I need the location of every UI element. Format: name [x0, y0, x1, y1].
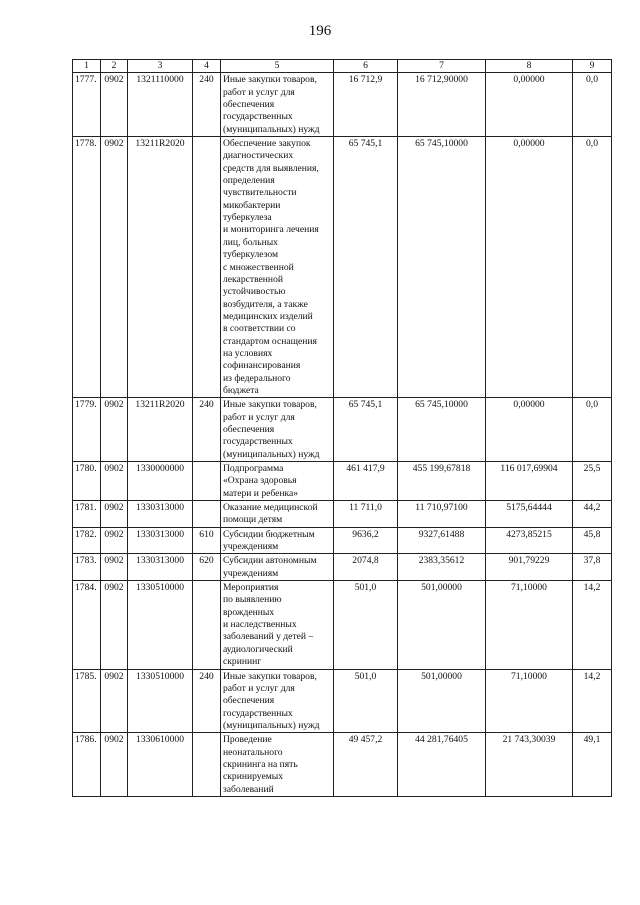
row-number: 1778. [73, 137, 101, 398]
target-code: 13211R2020 [128, 137, 193, 398]
item-name: Субсидии бюджетным учреждениям [221, 527, 334, 554]
item-name: Оказание медицинской помощи детям [221, 501, 334, 528]
percent-col9: 49,1 [573, 733, 612, 797]
value-col6: 16 712,9 [334, 73, 398, 137]
value-col8: 0,00000 [486, 73, 573, 137]
percent-col9: 14,2 [573, 581, 612, 669]
row-number: 1781. [73, 501, 101, 528]
target-code: 1330510000 [128, 581, 193, 669]
expense-type: 240 [193, 398, 221, 462]
item-name: Подпрограмма «Охрана здоровья матери и ребенка» [221, 462, 334, 501]
value-col8: 4273,85215 [486, 527, 573, 554]
row-number: 1783. [73, 554, 101, 581]
value-col6: 501,0 [334, 581, 398, 669]
value-col8: 71,10000 [486, 581, 573, 669]
value-col8: 71,10000 [486, 669, 573, 733]
column-header: 9 [573, 60, 612, 73]
item-name: Иные закупки товаров, работ и услуг для обеспечения государственных (муниципальных) нужд [221, 73, 334, 137]
section-code: 0902 [101, 733, 128, 797]
section-code: 0902 [101, 398, 128, 462]
expense-type: 620 [193, 554, 221, 581]
value-col7: 2383,35612 [398, 554, 486, 581]
column-header: 3 [128, 60, 193, 73]
column-header: 7 [398, 60, 486, 73]
target-code: 1321110000 [128, 73, 193, 137]
expense-type [193, 462, 221, 501]
value-col7: 501,00000 [398, 581, 486, 669]
percent-col9: 0,0 [573, 73, 612, 137]
expense-type: 240 [193, 669, 221, 733]
table-header-row [73, 60, 612, 73]
budget-table [72, 59, 612, 797]
item-name: Проведение неонатального скрининга на пять скринируемых заболеваний [221, 733, 334, 797]
value-col7: 65 745,10000 [398, 398, 486, 462]
table-row [73, 733, 612, 797]
percent-col9: 0,0 [573, 137, 612, 398]
value-col7: 44 281,76405 [398, 733, 486, 797]
target-code: 1330610000 [128, 733, 193, 797]
value-col7: 9327,61488 [398, 527, 486, 554]
item-name: Иные закупки товаров, работ и услуг для обеспечения государственных (муниципальных) нужд [221, 398, 334, 462]
row-number: 1785. [73, 669, 101, 733]
target-code: 13211R2020 [128, 398, 193, 462]
row-number: 1782. [73, 527, 101, 554]
value-col6: 461 417,9 [334, 462, 398, 501]
section-code: 0902 [101, 462, 128, 501]
row-number: 1786. [73, 733, 101, 797]
percent-col9: 0,0 [573, 398, 612, 462]
column-header: 5 [221, 60, 334, 73]
value-col6: 65 745,1 [334, 137, 398, 398]
value-col8: 116 017,69904 [486, 462, 573, 501]
section-code: 0902 [101, 73, 128, 137]
table-row [73, 669, 612, 733]
expense-type [193, 581, 221, 669]
column-header: 4 [193, 60, 221, 73]
value-col6: 49 457,2 [334, 733, 398, 797]
value-col8: 0,00000 [486, 137, 573, 398]
item-name: Обеспечение закупок диагностических средств для выявления, определения чувствительности микобактерии туберкулеза и мониторинга лечения лиц, больных туберкулезом с множественной лекарственной устойчивостью возбудителя, а также медицинских изделий в соответствии со стандартом оснащения на условиях софинансирования из федерального бюджета [221, 137, 334, 398]
percent-col9: 37,8 [573, 554, 612, 581]
table-row [73, 398, 612, 462]
table-row [73, 527, 612, 554]
section-code: 0902 [101, 669, 128, 733]
section-code: 0902 [101, 501, 128, 528]
table-row [73, 554, 612, 581]
section-code: 0902 [101, 137, 128, 398]
value-col7: 16 712,90000 [398, 73, 486, 137]
value-col7: 455 199,67818 [398, 462, 486, 501]
item-name: Иные закупки товаров, работ и услуг для обеспечения государственных (муниципальных) нужд [221, 669, 334, 733]
value-col8: 0,00000 [486, 398, 573, 462]
target-code: 1330000000 [128, 462, 193, 501]
column-header: 6 [334, 60, 398, 73]
row-number: 1779. [73, 398, 101, 462]
value-col6: 501,0 [334, 669, 398, 733]
row-number: 1780. [73, 462, 101, 501]
value-col6: 11 711,0 [334, 501, 398, 528]
table-row [73, 137, 612, 398]
item-name: Субсидии автономным учреждениям [221, 554, 334, 581]
table-row [73, 462, 612, 501]
section-code: 0902 [101, 527, 128, 554]
value-col7: 65 745,10000 [398, 137, 486, 398]
value-col6: 65 745,1 [334, 398, 398, 462]
section-code: 0902 [101, 554, 128, 581]
value-col8: 21 743,30039 [486, 733, 573, 797]
row-number: 1777. [73, 73, 101, 137]
percent-col9: 45,8 [573, 527, 612, 554]
column-header: 2 [101, 60, 128, 73]
value-col7: 501,00000 [398, 669, 486, 733]
target-code: 1330313000 [128, 554, 193, 581]
value-col8: 901,79229 [486, 554, 573, 581]
percent-col9: 14,2 [573, 669, 612, 733]
target-code: 1330313000 [128, 527, 193, 554]
page-number: 196 [308, 23, 332, 39]
percent-col9: 44,2 [573, 501, 612, 528]
table-row [73, 501, 612, 528]
percent-col9: 25,5 [573, 462, 612, 501]
value-col6: 9636,2 [334, 527, 398, 554]
section-code: 0902 [101, 581, 128, 669]
column-header: 8 [486, 60, 573, 73]
table-row [73, 581, 612, 669]
expense-type [193, 137, 221, 398]
value-col7: 11 710,97100 [398, 501, 486, 528]
value-col8: 5175,64444 [486, 501, 573, 528]
target-code: 1330510000 [128, 669, 193, 733]
value-col6: 2074,8 [334, 554, 398, 581]
target-code: 1330313000 [128, 501, 193, 528]
expense-type: 240 [193, 73, 221, 137]
expense-type [193, 733, 221, 797]
row-number: 1784. [73, 581, 101, 669]
column-header: 1 [73, 60, 101, 73]
expense-type [193, 501, 221, 528]
table-row [73, 73, 612, 137]
item-name: Мероприятия по выявлению врожденных и наследственных заболеваний у детей – аудиологический скрининг [221, 581, 334, 669]
expense-type: 610 [193, 527, 221, 554]
